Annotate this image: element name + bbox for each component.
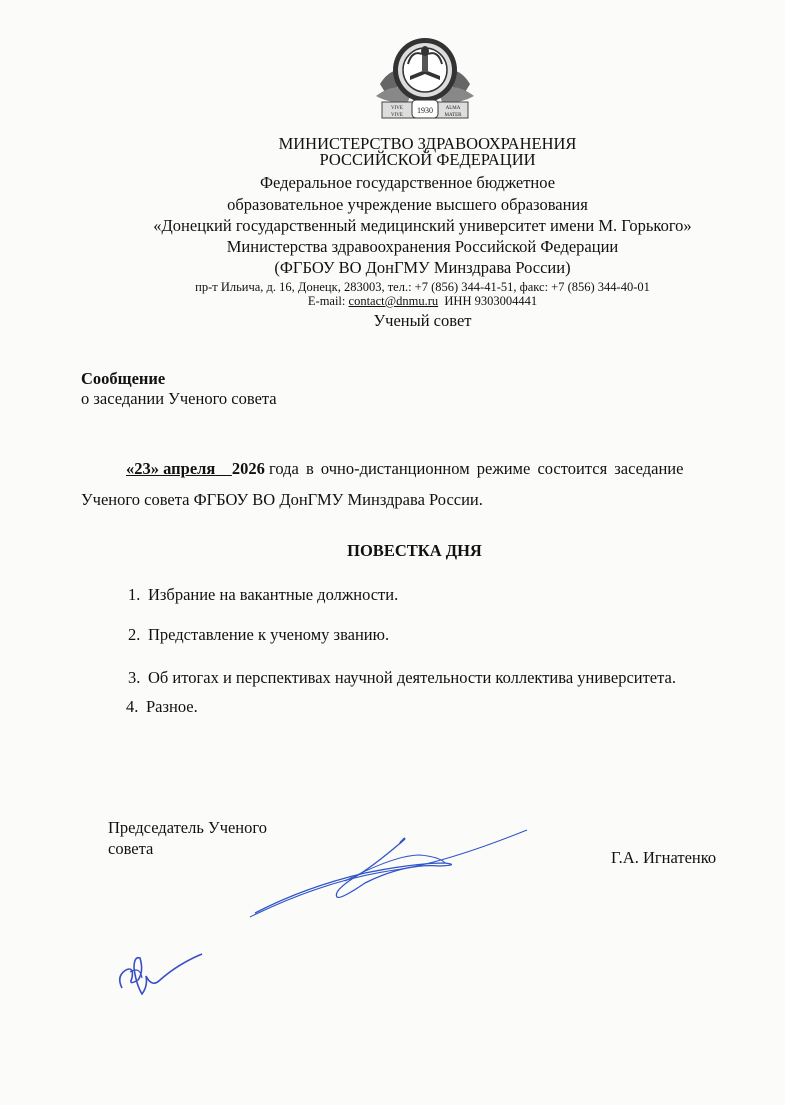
message-title: Сообщение: [81, 369, 166, 388]
ministry-line-2: РОССИЙСКОЙ ФЕДЕРАЦИИ: [319, 150, 536, 169]
meeting-date: «23» апреля: [126, 459, 216, 478]
inn: ИНН 9303004441: [444, 294, 538, 308]
message-paragraph-line-1: [81, 459, 771, 479]
agenda-item: 1. Избрание на вакантные должности.: [128, 585, 399, 604]
paragraph-text-1: года в очно-дистанционном режиме состоится заседание: [268, 459, 684, 478]
ministry-line-1: МИНИСТЕРСТВО ЗДРАВООХРАНЕНИЯ: [278, 134, 577, 153]
signatory-position-line-1: Председатель Ученого: [108, 818, 267, 837]
org-line-2: образовательное учреждение высшего образования: [227, 195, 588, 214]
signatory-position-line-2: совета: [108, 839, 154, 858]
message-subtitle: о заседании Ученого совета: [81, 389, 277, 408]
handwritten-signature: [245, 825, 535, 920]
message-paragraph-line-2: Ученого совета ФГБОУ ВО ДонГМУ Минздрава России.: [81, 490, 483, 509]
council-label: Ученый совет: [373, 311, 472, 330]
address-line: пр-т Ильича, д. 16, Донецк, 283003, тел.: +7 (856) 344-41-51, факс: +7 (856) 344-40-01: [195, 280, 650, 294]
svg-text:MATER: MATER: [444, 113, 462, 118]
agenda-item: 2. Представление к ученому званию.: [128, 625, 390, 644]
initials-mark: [112, 948, 207, 1000]
org-line-4: Министерства здравоохранения Российской Федерации: [226, 237, 619, 256]
agenda-item: 3. Об итогах и перспективах научной деятельности коллектива университета.: [128, 668, 676, 687]
svg-text:ALMA: ALMA: [445, 106, 461, 111]
svg-text:VIVE: VIVE: [391, 113, 403, 118]
org-line-1: Федеральное государственное бюджетное: [259, 173, 556, 192]
email-label: E-mail:: [307, 294, 346, 308]
agenda-title: ПОВЕСТКА ДНЯ: [347, 541, 482, 560]
email-link[interactable]: contact@dnmu.ru: [348, 294, 439, 308]
org-line-3: «Донецкий государственный медицинский университет имени М. Горького»: [153, 216, 692, 235]
agenda-item: 4. Разное.: [126, 697, 198, 716]
svg-text:VIVE: VIVE: [391, 106, 403, 111]
contacts-line: [30, 294, 785, 309]
signatory-name: Г.А. Игнатенко: [611, 848, 717, 867]
meeting-year: 2026: [231, 459, 265, 478]
university-emblem: [372, 24, 478, 126]
org-short-name: (ФГБОУ ВО ДонГМУ Минздрава России): [274, 258, 571, 277]
emblem-year: 1930: [417, 106, 433, 115]
